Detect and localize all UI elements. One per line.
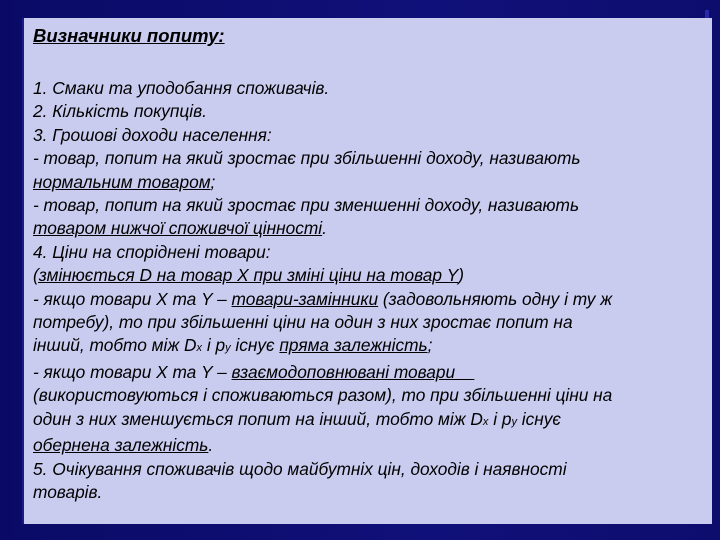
term-normal-good: нормальним товаром (33, 171, 211, 192)
note-related-goods: (змінюється D на товар X при зміні ціни на товар Y (33, 265, 459, 286)
list-item: товаром нижчої споживчої цінності. (33, 218, 327, 239)
list-item: потребу), то при збільшенні ціни на один з них зростає попит на (33, 312, 573, 333)
list-item: 3. Грошові доходи населення: (33, 124, 272, 145)
list-item: один з них зменшується попит на інший, тобто між Dx і py існує (33, 408, 561, 429)
term-direct-dependence: пряма залежність (279, 335, 428, 356)
slide-content (33, 26, 709, 504)
list-item: (змінюється D на товар X при зміні ціни на товар Y) (33, 265, 465, 286)
term-inverse-dependence: обернена залежність (33, 435, 209, 456)
list-item: 1. Смаки та уподобання споживачів. (33, 78, 330, 98)
list-item: 5. Очікування споживачів щодо майбутніх цін, доходів і наявності (33, 458, 567, 479)
list-item: 2. Кількість покупців. (33, 101, 207, 122)
term-inferior-good: товаром нижчої споживчої цінності (33, 218, 323, 239)
term-complements: взаємодоповнювані товари (231, 361, 475, 382)
slide-title: Визначники попиту: (33, 25, 225, 46)
list-item: - якщо товари X та Y – взаємодоповнювані товари (33, 361, 475, 382)
list-item: - товар, попит на який зростає при збільшенні доходу, називають (33, 148, 581, 169)
list-item: нормальним товаром; (33, 171, 216, 192)
list-item: обернена залежність. (33, 435, 214, 456)
list-item: товарів. (33, 481, 103, 502)
list-item: 4. Ціни на споріднені товари: (33, 241, 271, 262)
list-item: - товар, попит на який зростає при зменшенні доходу, називають (33, 195, 580, 216)
list-item: (використовуються і споживаються разом), то при збільшенні ціни на (33, 385, 613, 406)
term-substitutes: товари-замінники (231, 288, 379, 309)
list-item: інший, тобто між Dx і py існує пряма залежність; (33, 335, 433, 356)
list-item: - якщо товари X та Y – товари-замінники (задовольняють одну і ту ж (33, 288, 613, 309)
